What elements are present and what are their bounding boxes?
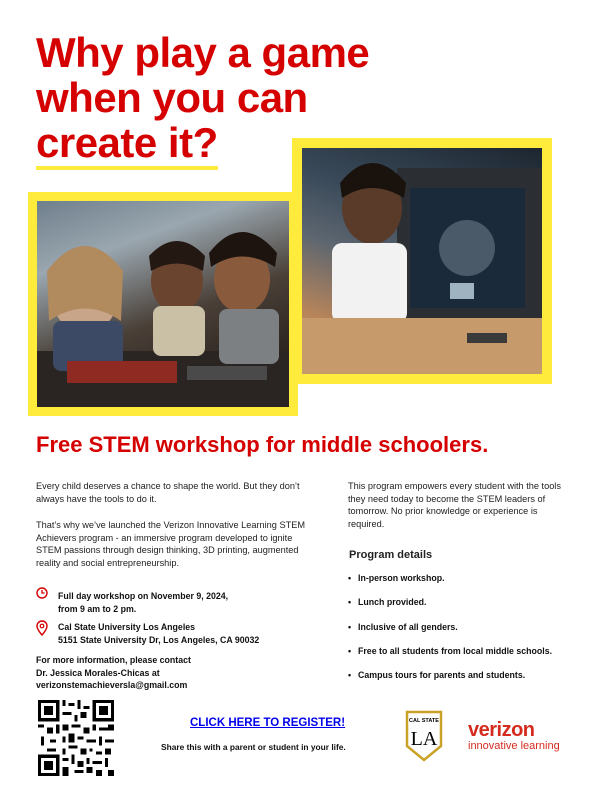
list-item: • Inclusive of all genders. bbox=[348, 621, 458, 632]
list-item: • Lunch provided. bbox=[348, 597, 427, 608]
headline-line-2: when you can bbox=[36, 74, 308, 121]
contact-info: For more information, please contact Dr. Jessica Morales-Chicas at verizonstemachieversla@gmail.com bbox=[36, 654, 286, 692]
verizon-innovative-learning-logo bbox=[468, 720, 560, 752]
register-link[interactable]: CLICK HERE TO REGISTER! bbox=[190, 717, 346, 729]
students-photo-illustration bbox=[37, 201, 289, 407]
headline-line-3: create it? bbox=[36, 120, 218, 170]
subheadline: Free STEM workshop for middle schoolers. bbox=[36, 432, 489, 457]
clock-icon bbox=[36, 586, 48, 598]
list-item: • Free to all students from local middle schools. bbox=[348, 645, 553, 656]
share-text: Share this with a parent or student in your life. bbox=[161, 742, 346, 752]
students-photo bbox=[37, 201, 289, 407]
contact-email[interactable]: verizonstemachieversla@gmail.com bbox=[36, 680, 188, 690]
svg-text:CAL STATE: CAL STATE bbox=[409, 718, 439, 724]
intro-paragraph-3: This program empowers every student with the tools they need today to become the STEM leaders of tomorrow. No prior knowledge or experience is required. bbox=[348, 481, 561, 529]
list-item: • In-person workshop. bbox=[348, 573, 445, 583]
photo-frame-left bbox=[28, 192, 298, 416]
3d-printer-photo-illustration bbox=[302, 148, 542, 374]
verizon-subtitle: innovative learning bbox=[468, 740, 560, 752]
calstate-la-logo bbox=[404, 708, 444, 762]
qr-code[interactable] bbox=[38, 700, 114, 776]
verizon-wordmark: verizon bbox=[468, 719, 535, 741]
svg-text:LA: LA bbox=[410, 728, 438, 750]
intro-paragraph-1: Every child deserves a chance to shape the world. But they don’t always have the tools to do it. bbox=[36, 481, 300, 504]
list-item: • Campus tours for parents and students. bbox=[348, 670, 526, 681]
3d-printer-photo bbox=[302, 148, 542, 374]
event-location: Cal State University Los Angeles 5151 State University Dr, Los Angeles, CA 90032 bbox=[58, 622, 260, 645]
program-details-title: Program details bbox=[349, 549, 433, 561]
photo-frame-right bbox=[292, 138, 552, 384]
program-details-list bbox=[348, 571, 598, 692]
headline-line-1: Why play a game bbox=[36, 29, 370, 76]
event-date: Full day workshop on November 9, 2024, from 9 am to 2 pm. bbox=[58, 591, 229, 614]
location-pin-icon bbox=[36, 620, 48, 636]
intro-paragraph-2: That’s why we’ve launched the Verizon Innovative Learning STEM Achievers program - an immersive program developed to ignite STEM passions through design thinking, 3D printing, augmented reality and social entrepreneurship. bbox=[36, 520, 305, 568]
